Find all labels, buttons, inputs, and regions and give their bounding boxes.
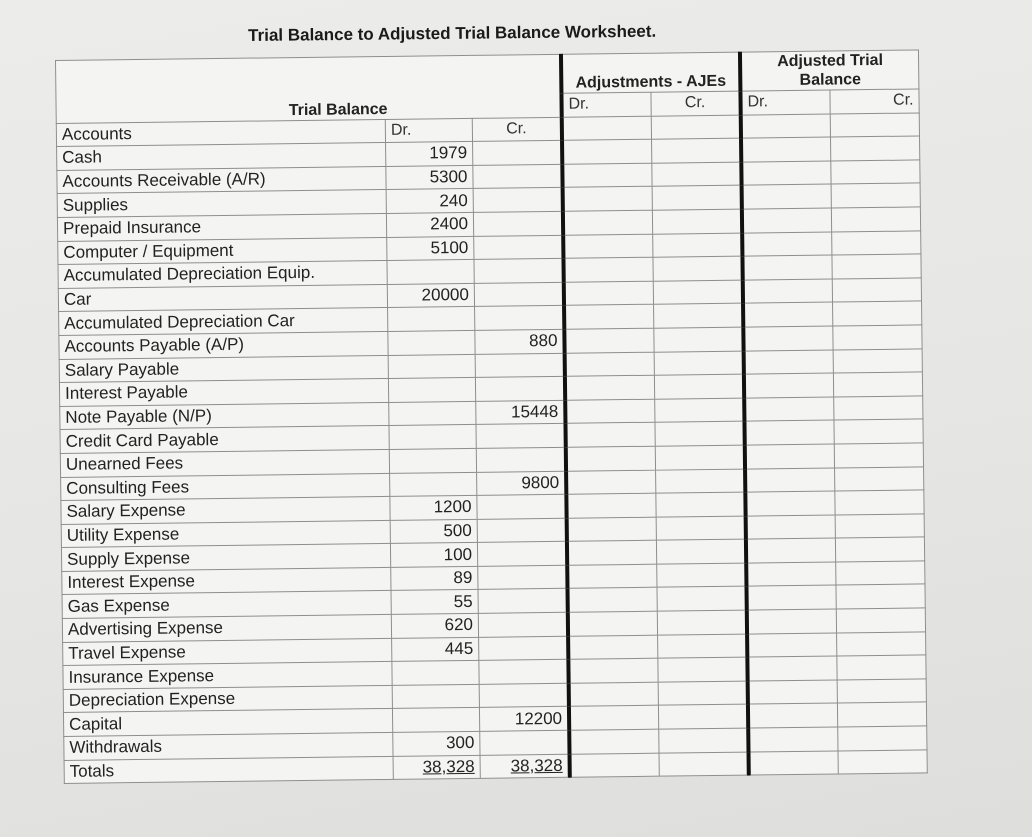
adj-dr-cell (565, 423, 655, 448)
atb-cr-cell (836, 608, 925, 633)
adj-cr-cell (656, 492, 746, 517)
totals-label: Totals (64, 756, 393, 784)
atb-cr-cell (837, 679, 926, 704)
trial-balance-cr-value (476, 424, 566, 449)
atb-cr-cell (832, 230, 921, 255)
account-name: Travel Expense (63, 638, 392, 666)
adj-cr-cell (652, 138, 742, 163)
adj-dr-cell (567, 588, 657, 613)
adj-cr-cell (655, 421, 745, 446)
atb-dr-cell (745, 491, 835, 516)
atb-dr-cell (741, 137, 831, 162)
trial-balance-dr-value: 20000 (387, 283, 474, 308)
trial-balance-cr-value (477, 542, 567, 567)
adj-dr-cell (563, 187, 653, 212)
trial-balance-dr-value: 500 (390, 519, 477, 544)
adj-cr-cell (652, 185, 742, 210)
atb-dr-cell (743, 302, 833, 327)
trial-balance-dr-value: 300 (393, 731, 480, 756)
adj-cr-cell (657, 563, 747, 588)
adj-cr-cell (653, 280, 743, 305)
atb-cr-cell (836, 561, 925, 586)
trial-balance-dr-value: 89 (391, 566, 478, 591)
adj-cr-cell (656, 539, 746, 564)
atb-cr-cell (833, 372, 922, 397)
atb-cr-cell (834, 443, 923, 468)
atb-cr-cell (835, 466, 924, 491)
atb-cr-cell (834, 419, 923, 444)
atb-cr-cell (835, 514, 924, 539)
trial-balance-cr-value (474, 235, 564, 260)
atb-cr-cell (835, 490, 924, 515)
atb-cr-cell (834, 396, 923, 421)
adj-cr-cell (656, 516, 746, 541)
account-name: Insurance Expense (63, 662, 392, 690)
adj-cr-cell (654, 303, 744, 328)
adjusted-cr-header: Cr. (830, 89, 919, 114)
adj-cr-cell (657, 587, 747, 612)
trial-balance-dr-value (387, 260, 474, 285)
trial-balance-dr-value (392, 661, 479, 686)
account-name: Accounts Payable (A/P) (59, 331, 388, 359)
trial-balance-dr-value: 620 (391, 613, 478, 638)
atb-cr-cell (831, 136, 920, 161)
atb-dr-cell (744, 420, 834, 445)
atb-cr-cell (833, 325, 922, 350)
totals-dr-value: 38,328 (422, 756, 475, 777)
account-name: Consulting Fees (61, 473, 390, 501)
page-title: Trial Balance to Adjusted Trial Balance Worksheet. (248, 21, 657, 45)
atb-dr-cell (746, 538, 836, 563)
account-name: Accumulated Depreciation Equip. (58, 261, 387, 289)
trial-balance-cr-value (473, 188, 563, 213)
atb-dr-cell (741, 114, 831, 139)
adj-cr-cell (658, 681, 748, 706)
accounts-column-header: Accounts (56, 119, 385, 147)
trial-balance-dr-value (389, 401, 476, 426)
trial-balance-cr-value (476, 447, 566, 472)
atb-dr-cell (746, 585, 836, 610)
trial-balance-dr-value (392, 708, 479, 733)
worksheet-table-wrapper (55, 49, 928, 784)
trial-balance-cr-value (478, 612, 568, 637)
totals-dr (393, 755, 480, 780)
account-name: Credit Card Payable (60, 426, 389, 454)
atb-cr-cell (831, 160, 920, 185)
account-name: Supply Expense (61, 544, 390, 572)
account-name: Salary Payable (59, 355, 388, 383)
atb-dr-cell (748, 680, 838, 705)
trial-balance-cr-value (479, 683, 569, 708)
trial-balance-cr-value (478, 565, 568, 590)
adj-dr-cell (565, 375, 655, 400)
trial-balance-header-label: Trial Balance (288, 100, 388, 119)
trial-balance-cr-value (479, 660, 569, 685)
adj-cr-cell (659, 728, 749, 753)
account-name: Salary Expense (61, 497, 390, 525)
adj-dr-cell (562, 116, 652, 141)
adj-cr-cell (659, 752, 749, 777)
totals-cr (480, 754, 570, 779)
trial-balance-dr-value: 5100 (387, 236, 474, 261)
account-name: Supplies (57, 190, 386, 218)
atb-cr-cell (833, 301, 922, 326)
atb-dr-cell (746, 515, 836, 540)
account-name: Interest Expense (62, 567, 391, 595)
adj-cr-cell (658, 634, 748, 659)
account-name: Capital (63, 709, 392, 737)
totals-cr-value: 38,328 (510, 755, 563, 776)
account-name: Note Payable (N/P) (60, 402, 389, 430)
atb-dr-cell (744, 350, 834, 375)
worksheet-table (55, 49, 928, 784)
adj-dr-cell (563, 257, 653, 282)
trial-balance-cr-value (474, 258, 564, 283)
account-name: Prepaid Insurance (57, 213, 386, 241)
trial-balance-dr-value: 240 (386, 189, 473, 214)
adj-dr-cell (562, 139, 652, 164)
adj-dr-cell (565, 399, 655, 424)
adj-dr-cell (567, 517, 657, 542)
adj-dr-cell (566, 493, 656, 518)
trial-balance-dr-value (388, 354, 475, 379)
account-name: Car (58, 284, 387, 312)
adjustments-dr-header: Dr. (561, 92, 651, 117)
atb-dr-cell (742, 255, 832, 280)
account-name: Cash (57, 143, 386, 171)
account-name: Utility Expense (61, 520, 390, 548)
trial-balance-dr-value: 5300 (386, 165, 473, 190)
atb-cr-cell (837, 702, 926, 727)
adj-cr-cell (654, 327, 744, 352)
account-name: Withdrawals (64, 732, 393, 760)
trial-balance-dr-value (388, 378, 475, 403)
account-name: Computer / Equipment (58, 237, 387, 265)
adj-cr-cell (657, 610, 747, 635)
trial-balance-cr-value (477, 518, 567, 543)
adjusted-dr-header: Dr. (740, 90, 830, 115)
account-name: Gas Expense (62, 591, 391, 619)
trial-balance-cr-value: 880 (475, 329, 565, 354)
atb-dr-cell (747, 609, 837, 634)
trial-balance-cr-value (478, 589, 568, 614)
adjustments-header: Adjustments - AJEs (561, 52, 740, 93)
atb-dr-cell (749, 751, 839, 776)
adj-dr-cell (563, 234, 653, 259)
adj-dr-cell (569, 729, 659, 754)
atb-dr-cell (747, 656, 837, 681)
adj-cr-cell (658, 705, 748, 730)
trial-balance-dr-value: 1200 (390, 495, 477, 520)
adj-cr-cell (653, 233, 743, 258)
adjusted-trial-balance-header: Adjusted Trial Balance (740, 50, 919, 91)
adj-dr-cell (564, 328, 654, 353)
adjustments-cr-header: Cr. (651, 91, 741, 116)
trial-balance-cr-value (474, 282, 564, 307)
atb-dr-cell (746, 562, 836, 587)
adj-cr-cell (652, 162, 742, 187)
account-name: Advertising Expense (62, 614, 391, 642)
trial-balance-dr-value: 100 (390, 543, 477, 568)
adj-cr-cell (655, 398, 745, 423)
trial-balance-dr-header: Dr. (385, 118, 472, 143)
trial-balance-cr-header: Cr. (472, 117, 562, 142)
adj-dr-cell (566, 446, 656, 471)
adj-cr-cell (651, 115, 741, 140)
adj-dr-cell (569, 682, 659, 707)
trial-balance-dr-value (389, 448, 476, 473)
adj-cr-cell (653, 256, 743, 281)
atb-cr-cell (837, 655, 926, 680)
atb-cr-cell (832, 278, 921, 303)
atb-dr-cell (745, 444, 835, 469)
adj-dr-cell (570, 753, 660, 778)
trial-balance-header (56, 54, 562, 123)
adj-dr-cell (565, 352, 655, 377)
trial-balance-dr-value (389, 425, 476, 450)
trial-balance-dr-value (390, 472, 477, 497)
atb-dr-cell (745, 468, 835, 493)
trial-balance-dr-value: 2400 (386, 212, 473, 237)
atb-dr-cell (748, 727, 838, 752)
trial-balance-dr-value (388, 330, 475, 355)
trial-balance-dr-value (388, 307, 475, 332)
atb-dr-cell (742, 208, 832, 233)
atb-dr-cell (742, 232, 832, 257)
atb-dr-cell (744, 373, 834, 398)
atb-cr-cell (835, 537, 924, 562)
account-rows (57, 136, 927, 760)
account-name: Accounts Receivable (A/R) (57, 166, 386, 194)
account-name: Accumulated Depreciation Car (59, 308, 388, 336)
account-name: Depreciation Expense (63, 685, 392, 713)
trial-balance-cr-value: 12200 (479, 707, 569, 732)
atb-dr-cell (743, 279, 833, 304)
atb-cr-cell (831, 207, 920, 232)
adj-dr-cell (568, 658, 658, 683)
trial-balance-dr-value (392, 684, 479, 709)
atb-cr-cell (831, 183, 920, 208)
adj-dr-cell (569, 706, 659, 731)
adj-dr-cell (562, 163, 652, 188)
adj-cr-cell (654, 351, 744, 376)
trial-balance-cr-value (477, 494, 567, 519)
trial-balance-cr-value (480, 730, 570, 755)
atb-dr-cell (747, 633, 837, 658)
adj-dr-cell (564, 281, 654, 306)
adj-dr-cell (568, 611, 658, 636)
adj-cr-cell (654, 374, 744, 399)
trial-balance-cr-value (475, 376, 565, 401)
adj-dr-cell (567, 540, 657, 565)
account-name: Unearned Fees (60, 449, 389, 477)
adj-cr-cell (658, 657, 748, 682)
atb-cr-cell (830, 113, 919, 138)
atb-cr-cell (836, 584, 925, 609)
adj-dr-cell (563, 210, 653, 235)
trial-balance-dr-value: 1979 (386, 142, 473, 167)
atb-dr-cell (743, 326, 833, 351)
atb-cr-cell (833, 348, 922, 373)
trial-balance-cr-value (473, 140, 563, 165)
trial-balance-dr-value: 55 (391, 590, 478, 615)
atb-cr-cell (832, 254, 921, 279)
atb-dr-cell (744, 397, 834, 422)
trial-balance-dr-value: 445 (392, 637, 479, 662)
trial-balance-cr-value (479, 636, 569, 661)
trial-balance-cr-value: 9800 (477, 471, 567, 496)
adj-dr-cell (566, 470, 656, 495)
trial-balance-cr-value (475, 306, 565, 331)
atb-dr-cell (748, 703, 838, 728)
atb-cr-cell (837, 632, 926, 657)
trial-balance-cr-value (473, 211, 563, 236)
atb-dr-cell (741, 161, 831, 186)
trial-balance-cr-value (475, 353, 565, 378)
account-name: Interest Payable (59, 379, 388, 407)
adj-dr-cell (564, 305, 654, 330)
atb-dr-cell (742, 184, 832, 209)
adj-cr-cell (656, 469, 746, 494)
adj-dr-cell (568, 635, 658, 660)
trial-balance-cr-value (473, 164, 563, 189)
adj-cr-cell (652, 209, 742, 234)
adj-dr-cell (567, 564, 657, 589)
atb-cr-cell (838, 726, 927, 751)
adj-cr-cell (655, 445, 745, 470)
atb-cr-cell (838, 750, 927, 775)
trial-balance-cr-value: 15448 (476, 400, 566, 425)
